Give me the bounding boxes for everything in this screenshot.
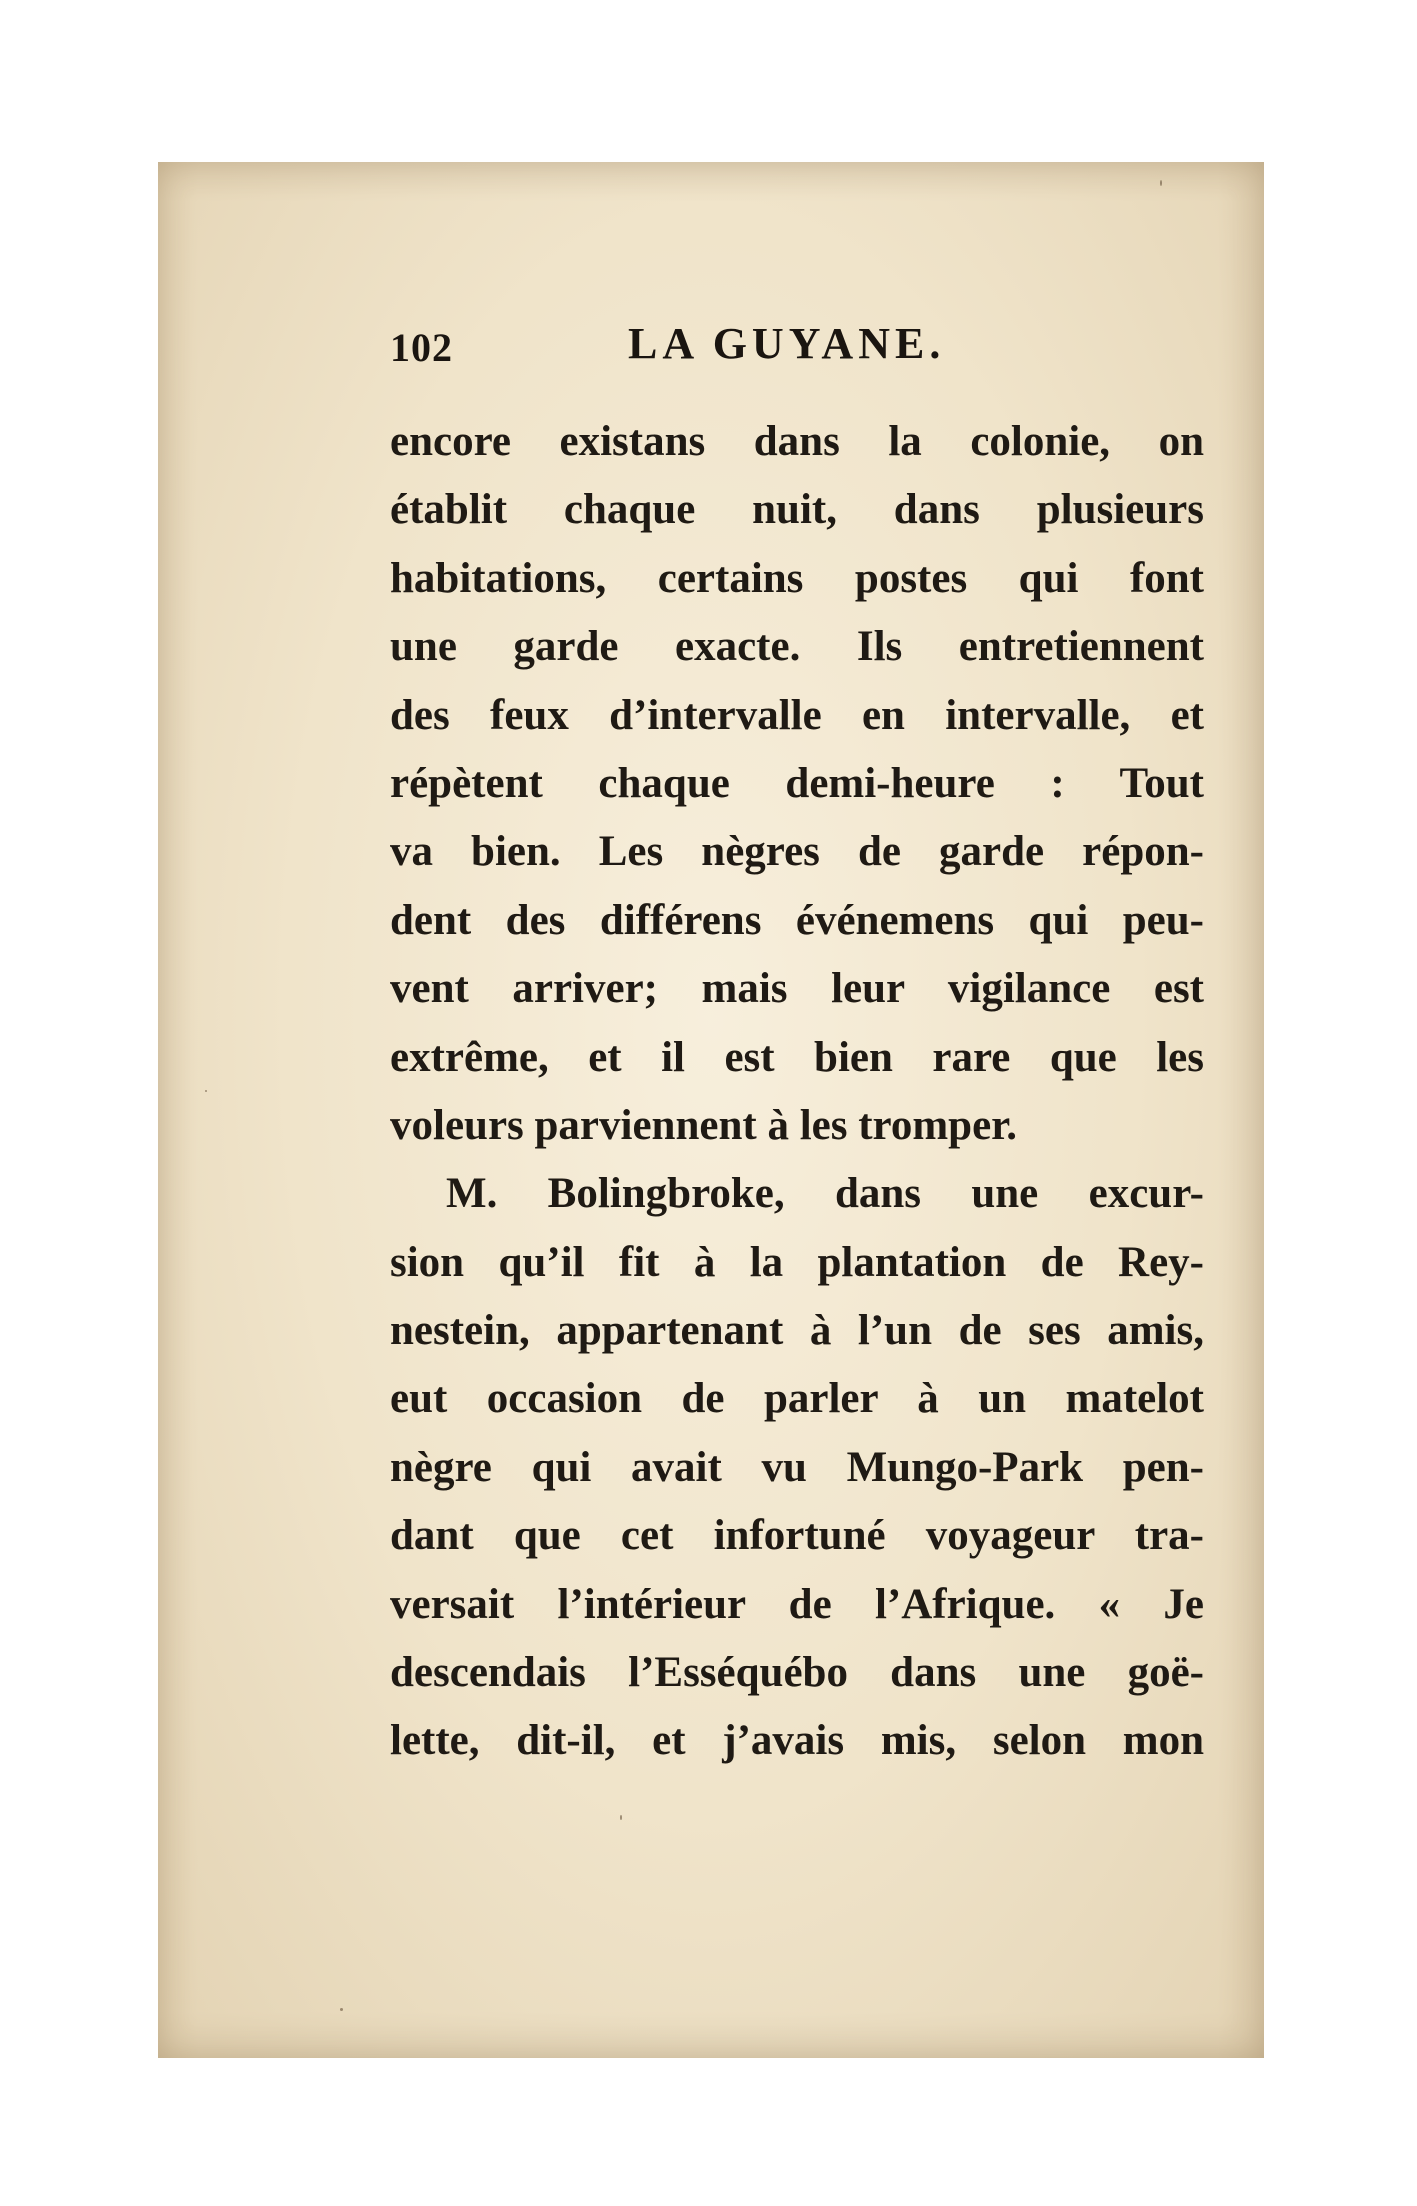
text-line: nestein, appartenant à l’un de ses amis,	[390, 1307, 1204, 1355]
text-line: extrême, et il est bien rare que les	[390, 1033, 1204, 1081]
text-line: répètent chaque demi-heure : Tout	[390, 759, 1204, 807]
running-title: LA GUYANE.	[628, 319, 946, 368]
paper-speck	[1160, 180, 1162, 186]
text-line: M. Bolingbroke, dans une excur-	[446, 1170, 1204, 1218]
text-line: dent des différens événemens qui peu-	[390, 896, 1204, 944]
text-line: descendais l’Esséquébo dans une goë-	[390, 1649, 1204, 1697]
paragraph-1	[390, 408, 1204, 1160]
page-number: 102	[390, 325, 453, 370]
text-line: établit chaque nuit, dans plusieurs	[390, 486, 1204, 534]
text-line: dant que cet infortuné voyageur tra-	[390, 1512, 1204, 1560]
text-line: une garde exacte. Ils entretiennent	[390, 623, 1204, 671]
page-header	[390, 318, 1030, 378]
text-line: encore existans dans la colonie, on	[390, 418, 1204, 465]
paper-speck	[340, 2008, 343, 2011]
text-line: sion qu’il fit à la plantation de Rey-	[390, 1238, 1204, 1286]
text-line: habitations, certains postes qui font	[390, 554, 1204, 602]
text-line: voleurs parviennent à les tromper.	[390, 1101, 1018, 1149]
text-line: va bien. Les nègres de garde répon-	[390, 828, 1204, 876]
paper-speck	[620, 1815, 622, 1820]
paper-speck	[205, 1090, 207, 1092]
text-line: vent arriver; mais leur vigilance est	[390, 965, 1204, 1013]
text-line: versait l’intérieur de l’Afrique. « Je	[390, 1580, 1204, 1628]
body-text	[390, 408, 1204, 1776]
text-line: des feux d’intervalle en intervalle, et	[390, 691, 1204, 739]
paragraph-2	[390, 1160, 1204, 1776]
text-line: lette, dit-il, et j’avais mis, selon mon	[390, 1717, 1204, 1765]
text-line: eut occasion de parler à un matelot	[390, 1375, 1204, 1423]
text-line: nègre qui avait vu Mungo-Park pen-	[390, 1443, 1204, 1491]
